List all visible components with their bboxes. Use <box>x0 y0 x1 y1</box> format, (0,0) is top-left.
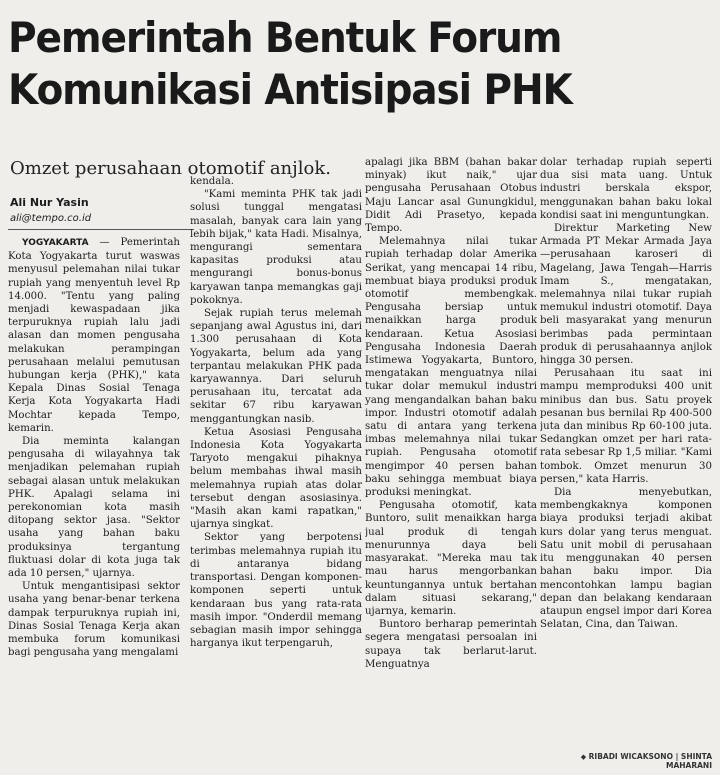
paragraph-text: Buntoro berharap pemerintah segera mengatasi persoalan ini supaya tak berlarut-larut. Menguatnya <box>365 619 537 670</box>
byline-email: ali@tempo.co.id <box>10 213 92 224</box>
paragraph <box>8 580 180 659</box>
paragraph-text: Dia menyebutkan, membengkaknya komponen biaya produksi terjadi akibat kurs dolar yang terus menguat. Satu unit mobil di perusahaan itu menggunakan 40 persen bahan baku impor. Dia mencontohkan lampu bagian depan dan belakang kendaraan ataupun engsel impor dari Korea Selatan, Cina, dan Taiwan. <box>540 487 712 631</box>
credit-text: RIBADI WICAKSONO | SHINTA MAHARANI <box>588 752 712 770</box>
paragraph-text: Ketua Asosiasi Pengusaha Indonesia Kota Yogyakarta Taryoto mengakui pihaknya belum membahas ihwal masih melemahnya rupiah atas dolar tersebut dengan asosiasinya. "Masih akan kami rapatkan," ujarnya singkat. <box>190 426 362 531</box>
subtitle: Omzet perusahaan otomotif anjlok. <box>10 158 331 179</box>
paragraph <box>540 486 712 631</box>
paragraph <box>540 156 712 222</box>
paragraph-text: Perusahaan itu saat ini mampu memproduksi 400 unit minibus dan bus. Satu proyek pesanan bus bernilai Rp 400-500 juta dan minibus Rp 60-100 juta. Sedangkan omzet per hari rata-rata sebesar Rp 1,5 miliar. "Kami tombok. Omzet menurun 30 persen," kata Harris. <box>540 368 712 485</box>
paragraph-text: Dia meminta kalangan pengusaha di wilayahnya tak menjadikan pelemahan rupiah sebagai alasan untuk melakukan PHK. Apalagi selama ini perekonomian kota masih ditopang sektor jasa. "Sektor usaha yang bahan baku produksinya tergantung fluktuasi dolar di kota juga tak ada 10 persen," ujarnya. <box>8 436 180 580</box>
paragraph-text: Melemahnya nilai tukar rupiah terhadap dolar Amerika Serikat, yang mencapai 14 ribu, membuat biaya produksi produk otomotif membengkak. Pengusaha bersiap untuk menaikkan harga produk kendaraan. Ketua Asosiasi Pengusaha Indonesia Daerah Istimewa Yogyakarta, Buntoro, mengatakan menguatnya nilai tukar dolar memukul industri yang mengandalkan bahan baku impor. Industri otomotif adalah satu di antara yang terkena imbas melemahnya nilai tukar rupiah. Pengusaha otomotif mengimpor 40 persen bahan baku sehingga membuat biaya produksi meningkat. <box>365 236 537 499</box>
paragraph <box>365 618 537 671</box>
photo-credit <box>540 752 712 770</box>
paragraph <box>8 236 180 435</box>
paragraph-text: "Kami meminta PHK tak jadi solusi tunggal mengatasi masalah, banyak cara lain yang lebih bijak," kata Hadi. Misalnya, mengurangi sementara kapasitas produksi atau mengurangi bonus-bonus karyawan tanpa memangkas gaji pokoknya. <box>190 189 362 306</box>
dateline: YOGYAKARTA <box>22 238 89 248</box>
paragraph <box>365 499 537 618</box>
headline <box>8 12 663 116</box>
paragraph-text: kendala. <box>190 176 234 187</box>
headline-line-2: Komunikasi Antisipasi PHK <box>8 65 572 114</box>
paragraph <box>190 531 362 650</box>
paragraph <box>365 156 537 235</box>
paragraph <box>190 175 362 188</box>
article-column-1 <box>8 236 180 771</box>
byline-author: Ali Nur Yasin <box>10 196 89 209</box>
paragraph-text: Direktur Marketing New Armada PT Mekar Armada Jaya—perusahaan karoseri di Magelang, Jawa Tengah—Harris Imam S., mengatakan, melemahnya nilai tukar rupiah memukul industri otomotif. Daya beli masyarakat yang menurun berimbas pada permintaan produk di perusahaannya anjlok hingga 30 persen. <box>540 223 712 367</box>
paragraph <box>190 426 362 532</box>
byline-divider <box>8 229 194 230</box>
paragraph-text: — Pemerintah Kota Yogyakarta turut waswas menyusul pelemahan nilai tukar rupiah yang menyentuh level Rp 14.000. "Tentu yang paling menjadi kewaspadaan jika terpuruknya rupiah lalu jadi alasan dan momen pengusaha melakukan perampingan perusahaan melalui pemutusan hubungan kerja (PHK)," kata Kepala Dinas Sosial Tenaga Kerja Kota Yogyakarta Hadi Mochtar kepada Tempo, kemarin. <box>8 237 180 434</box>
headline-line-1: Pemerintah Bentuk Forum <box>8 13 562 62</box>
paragraph <box>540 367 712 486</box>
bullet-icon: ◆ <box>580 753 589 761</box>
paragraph <box>8 435 180 580</box>
paragraph-text: dolar terhadap rupiah seperti dua sisi mata uang. Untuk industri berskala ekspor, menggunakan bahan baku lokal kondisi saat ini menguntungkan. <box>540 157 712 221</box>
paragraph-text: apalagi jika BBM (bahan bakar minyak) ikut naik," ujar pengusaha Perusahaan Otobus Maju Lancar asal Gunungkidul, Didit Adi Prasetyo, kepada Tempo. <box>365 157 537 235</box>
paragraph-text: Pengusaha otomotif, kata Buntoro, sulit menaikkan harga jual produk di tengah menurunnya daya beli masyarakat. "Mereka mau tak mau harus mengorbankan keuntungannya untuk bertahan dalam situasi sekarang," ujarnya, kemarin. <box>365 500 537 617</box>
article-column-2 <box>190 175 362 771</box>
article-column-3 <box>365 156 537 771</box>
paragraph-text: Untuk mengantisipasi sektor usaha yang benar-benar terkena dampak terpuruknya rupiah ini, Dinas Sosial Tenaga Kerja akan membuka forum komunikasi bagi pengusaha yang mengalami <box>8 581 180 659</box>
paragraph <box>190 307 362 426</box>
paragraph <box>190 188 362 307</box>
paragraph-text: Sejak rupiah terus melemah sepanjang awal Agustus ini, dari 1.300 perusahaan di Kota Yogyakarta, belum ada yang terpantau melakukan PHK pada karyawannya. Dari seluruh perusahaan itu, tercatat ada sekitar 67 ribu karyawan menggantungkan nasib. <box>190 308 362 425</box>
paragraph-text: Sektor yang berpotensi terimbas melemahnya rupiah itu di antaranya bidang transportasi. Dengan komponen-komponen seperti untuk kendaraan bus yang rata-rata masih impor. "Onderdil memang sebagian masih impor sehingga harganya ikut terpengaruh, <box>190 532 362 650</box>
article-column-4 <box>540 156 712 746</box>
paragraph <box>540 222 712 367</box>
paragraph <box>365 235 537 499</box>
